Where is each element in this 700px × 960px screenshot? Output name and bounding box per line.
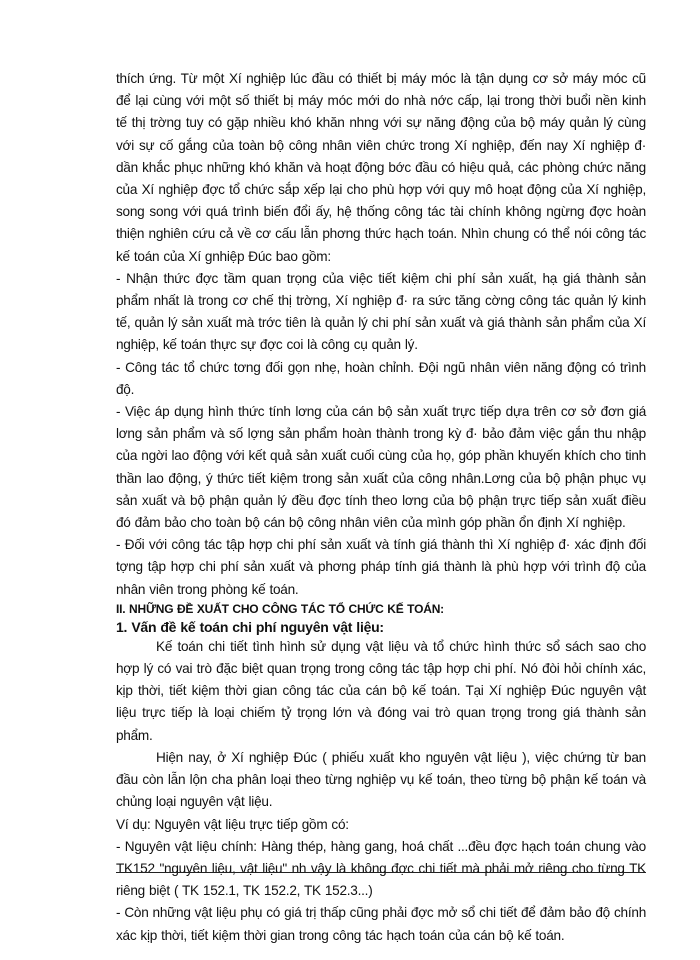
paragraph-awareness: - Nhận thức đợc tầm quan trọng của việc tiết kiệm chi phí sản xuất, hạ giá thành sản phẩm nhất là trong cơ chế thị trờng, Xí nghiệp đ· ra sức tăng cờng công tác quản lý kinh tế, quản lý sản xuất mà trớc tiên là quản lý chi phí sản xuất và giá thành sản phẩm của Xí nghiệp, kế toán thực sự đợc coi là công cụ quản lý.: [116, 270, 646, 353]
paragraph-auxiliary-materials: - Còn những vật liệu phụ có giá trị thấp cũng phải đợc mở sổ chi tiết để đảm bảo độ chính xác kịp thời, tiết kiệm thời gian trong công tác hạch toán của cán bộ kế toán.: [116, 905, 646, 943]
paragraph-wages: - Việc áp dụng hình thức tính lơng của cán bộ sản xuất trực tiếp dựa trên cơ sở đơn giá lơng sản phẩm và số lợng sản phẩm hoàn thành trong kỳ đ· bảo đảm việc gắn thu nhập của ngời lao động với kết quả sản xuất cuối cùng của họ, góp phần khuyến khích cho tinh thần lao động, ý thức tiết kiệm trong sản xuất của công nhân.Lơng của bộ phận phục vụ sản xuất và bộ phận quản lý đều đợc tính theo lơng của bộ phận trực tiếp sản xuất điều đó đảm bảo cho toàn bộ cán bộ công nhân viên của mình góp phần ổn định Xí nghiệp.: [116, 404, 646, 531]
paragraph-cost-collection: - Đối với công tác tập hợp chi phí sản xuất và tính giá thành thì Xí nghiệp đ· xác định đối tợng tập hợp chi phí sản xuất và phơng pháp tính giá thành là phù hợp với trình độ của nhân viên trong phòng kế toán.: [116, 537, 646, 597]
document-page: [116, 68, 646, 947]
paragraph-intro: thích ứng. Từ một Xí nghiệp lúc đầu có thiết bị máy móc là tận dụng cơ sở máy móc cũ để lại cùng với một số thiết bị máy móc mới do nhà nớc cấp, lại trong thời buổi nền kinh tế thị trờng tuy có gặp nhiều khó khăn nhng với sự năng động của bộ máy quản lý cùng với sự cố gắng của toàn bộ công nhân viên chức trong Xí nghiệp, đến nay Xí nghiệp đ· dần khắc phục những khó khăn và hoạt động bớc đầu có hiệu quả, các phòng chức năng của Xí nghiệp đợc tổ chức sắp xếp lại cho phù hợp với quy mô hoạt động của Xí nghiệp, song song với quá trình biến đổi ấy, hệ thống công tác tài chính không ngừng đợc hoàn thiện nghiên cứu cả về cơ cấu lẫn phơng thức hạch toán. Nhìn chung có thể nói công tác kế toán của Xí gnhiệp Đúc bao gồm:: [116, 71, 646, 264]
footer-rule: [116, 872, 646, 873]
section-heading: II. NHỮNG ĐỀ XUẤT CHO CÔNG TÁC TỔ CHỨC KẾ TOÁN:: [116, 601, 444, 616]
paragraph-organization: - Công tác tổ chức tơng đối gọn nhẹ, hoàn chỉnh. Đội ngũ nhân viên năng động có trình độ.: [116, 359, 646, 397]
paragraph-main-materials: - Nguyên vật liệu chính: Hàng thép, hàng gang, hoá chất ...đều đợc hạch toán chung vào TK152 "nguyên liệu, vật liệu" nh vậy là không đợc chi tiết mà phải mở riêng cho từng TK riêng biệt ( TK 152.1, TK 152.2, TK 152.3...): [116, 838, 646, 899]
paragraph-example: Ví dụ: Nguyên vật liệu trực tiếp gồm có:: [116, 816, 349, 832]
subsection-heading: 1. Vấn đề kế toán chi phí nguyên vật liệu:: [116, 618, 384, 635]
paragraph-current-state: Hiện nay, ở Xí nghiệp Đúc ( phiếu xuất kho nguyên vật liệu ), việc chứng từ ban đầu còn lẫn lộn cha phân loại theo từng nghiệp vụ kế toán, theo từng bộ phận kế toán và chủng loại nguyên vật liệu.: [116, 749, 646, 810]
paragraph-material-accounting: Kế toán chi tiết tình hình sử dụng vật liệu và tổ chức hình thức sổ sách sao cho hợp lý có vai trò đặc biệt quan trọng trong công tác tập hợp chi phí. Nó đòi hỏi chính xác, kịp thời, tiết kiệm thời gian công tác của cán bộ kế toán. Tại Xí nghiệp Đúc nguyên vật liệu trực tiếp là loại chiếm tỷ trọng lớn và đóng vai trò quan trọng trong giá thành sản phẩm.: [116, 638, 646, 743]
